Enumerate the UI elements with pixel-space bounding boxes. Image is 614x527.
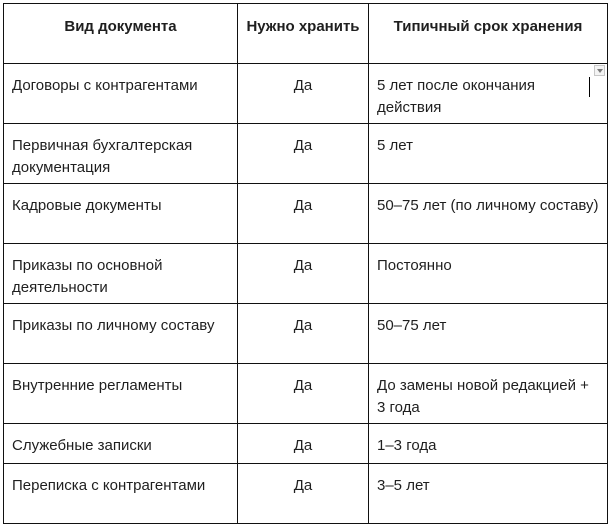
cell-retention-period[interactable]: Постоянно — [369, 244, 608, 304]
cell-must-keep[interactable]: Да — [238, 124, 369, 184]
cell-document-type[interactable]: Внутренние регламенты — [4, 364, 238, 424]
cell-retention-period[interactable]: 1–3 года — [369, 424, 608, 464]
header-retention-period: Типичный срок хранения — [369, 4, 608, 64]
table-row — [4, 64, 608, 124]
table-header-row — [4, 4, 608, 64]
cell-must-keep[interactable]: Да — [238, 244, 369, 304]
cell-document-type[interactable]: Приказы по основной деятельности — [4, 244, 238, 304]
cell-document-type[interactable]: Служебные записки — [4, 424, 238, 464]
cell-document-type[interactable]: Договоры с контрагентами — [4, 64, 238, 124]
cell-retention-period[interactable]: 50–75 лет — [369, 304, 608, 364]
cell-retention-period[interactable]: 3–5 лет — [369, 464, 608, 524]
document-table-container — [3, 3, 608, 524]
cell-must-keep[interactable]: Да — [238, 364, 369, 424]
table-row — [4, 364, 608, 424]
cell-retention-period[interactable]: До замены новой редакцией + 3 года — [369, 364, 608, 424]
cell-must-keep[interactable]: Да — [238, 64, 369, 124]
header-document-type: Вид документа — [4, 4, 238, 64]
cell-must-keep[interactable]: Да — [238, 464, 369, 524]
table-row — [4, 124, 608, 184]
text-cursor — [589, 77, 590, 97]
cell-document-type[interactable]: Кадровые документы — [4, 184, 238, 244]
table-row — [4, 464, 608, 524]
cell-document-type[interactable]: Переписка с контрагентами — [4, 464, 238, 524]
cell-retention-text[interactable]: 5 лет после окончания действия — [377, 77, 536, 116]
retention-table — [3, 3, 608, 524]
cell-retention-period[interactable]: 50–75 лет (по личному составу) — [369, 184, 608, 244]
cell-must-keep[interactable]: Да — [238, 184, 369, 244]
cell-must-keep[interactable]: Да — [238, 304, 369, 364]
table-row — [4, 424, 608, 464]
table-row — [4, 184, 608, 244]
table-row — [4, 304, 608, 364]
cell-retention-period[interactable]: 5 лет — [369, 124, 608, 184]
header-must-keep: Нужно хранить — [238, 4, 369, 64]
cell-document-type[interactable]: Приказы по личному составу — [4, 304, 238, 364]
cell-retention-period-active[interactable] — [369, 64, 608, 124]
cell-document-type[interactable]: Первичная бухгалтерская документация — [4, 124, 238, 184]
chevron-down-icon[interactable] — [594, 65, 605, 76]
table-row — [4, 244, 608, 304]
cell-must-keep[interactable]: Да — [238, 424, 369, 464]
